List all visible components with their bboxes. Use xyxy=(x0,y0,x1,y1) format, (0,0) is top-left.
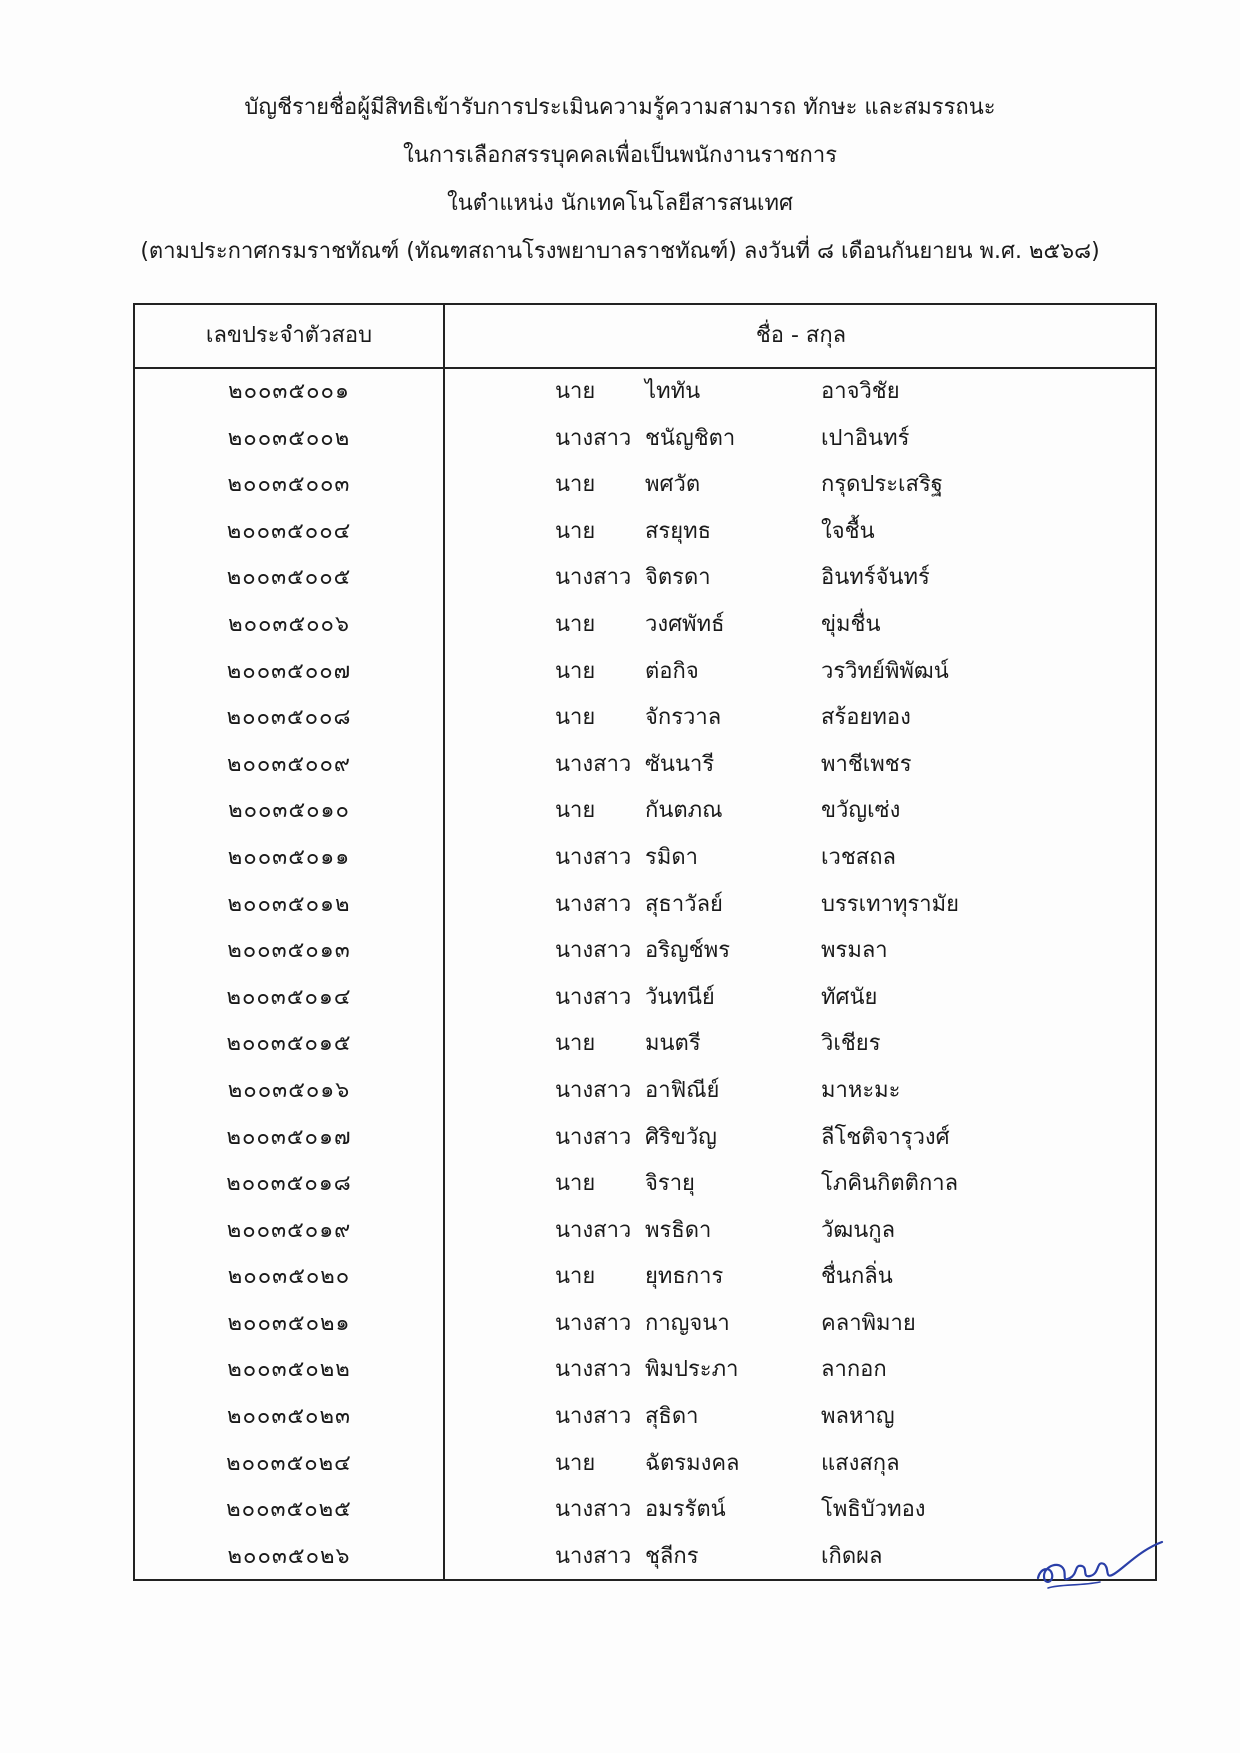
exam-id-cell: ๒๐๐๓๕๐๐๘ xyxy=(226,705,352,731)
title-cell: นาย xyxy=(555,1450,596,1476)
title-cell: นางสาว xyxy=(555,844,632,870)
first-name-cell: จิตรดา xyxy=(645,565,711,591)
first-name-cell: สุธิดา xyxy=(645,1404,699,1430)
exam-id-cell: ๒๐๐๓๕๐๑๐ xyxy=(228,798,350,824)
first-name-cell: อาฟิณีย์ xyxy=(645,1077,720,1103)
header-announcement: (ตามประกาศกรมราชทัณฑ์ (ทัณฑสถานโรงพยาบาลราชทัณฑ์) ลงวันที่ ๘ เดือนกันยายน พ.ศ. ๒๕๖๘) xyxy=(140,239,1100,264)
table-row xyxy=(135,695,1155,742)
exam-id-cell: ๒๐๐๓๕๐๑๓ xyxy=(227,938,351,964)
title-cell: นาย xyxy=(555,472,596,498)
first-name-cell: พิมประภา xyxy=(645,1357,739,1383)
last-name-cell: บรรเทาทุรามัย xyxy=(821,891,960,917)
first-name-cell: สุธาวัลย์ xyxy=(645,891,723,917)
title-cell: นางสาว xyxy=(555,938,632,964)
exam-id-cell: ๒๐๐๓๕๐๐๗ xyxy=(226,658,352,684)
exam-id-cell: ๒๐๐๓๕๐๐๑ xyxy=(228,379,350,404)
first-name-cell: จิรายุ xyxy=(645,1171,695,1197)
exam-id-cell: ๒๐๐๓๕๐๑๕ xyxy=(226,1031,352,1057)
last-name-cell: ลีโชติจารุวงศ์ xyxy=(821,1124,950,1150)
last-name-cell: สร้อยทอง xyxy=(821,705,911,731)
table-row xyxy=(135,509,1155,556)
last-name-cell: วิเชียร xyxy=(821,1031,881,1057)
first-name-cell: ชนัญชิตา xyxy=(645,425,736,451)
title-cell: นาย xyxy=(555,379,596,404)
last-name-cell: โภคินกิตติกาล xyxy=(821,1171,959,1197)
title-cell: นาย xyxy=(555,518,596,544)
exam-id-cell: ๒๐๐๓๕๐๐๙ xyxy=(226,751,351,777)
table-row xyxy=(135,928,1155,975)
table-row xyxy=(135,1161,1155,1208)
first-name-cell: กาญจนา xyxy=(645,1310,730,1336)
first-name-cell: วันทนีย์ xyxy=(645,984,715,1010)
title-cell: นาย xyxy=(555,1171,596,1197)
title-cell: นางสาว xyxy=(555,425,632,451)
exam-id-cell: ๒๐๐๓๕๐๑๘ xyxy=(226,1171,352,1197)
exam-id-cell: ๒๐๐๓๕๐๒๓ xyxy=(226,1404,351,1430)
first-name-cell: รมิดา xyxy=(645,844,698,870)
table-row xyxy=(135,1208,1155,1255)
exam-id-cell: ๒๐๐๓๕๐๒๒ xyxy=(227,1357,351,1383)
first-name-cell: สรยุทธ xyxy=(645,518,712,544)
last-name-cell: เวชสถล xyxy=(821,844,897,870)
last-name-cell: กรุดประเสริฐ xyxy=(821,472,943,498)
first-name-cell: พรธิดา xyxy=(645,1217,712,1243)
title-cell: นางสาว xyxy=(555,1543,632,1569)
title-cell: นาย xyxy=(555,798,596,824)
last-name-cell: ขวัญเซ่ง xyxy=(821,798,901,824)
title-cell: นางสาว xyxy=(555,1124,632,1150)
exam-id-cell: ๒๐๐๓๕๐๐๓ xyxy=(227,472,351,498)
table-row xyxy=(135,975,1155,1022)
table-row xyxy=(135,555,1155,602)
first-name-cell: อมรรัตน์ xyxy=(645,1497,726,1523)
table-row xyxy=(135,462,1155,509)
header-position: ในตำแหน่ง นักเทคโนโลยีสารสนเทศ xyxy=(446,191,794,216)
header-title: บัญชีรายชื่อผู้มีสิทธิเข้ารับการประเมินความรู้ความสามารถ ทักษะ และสมรรถนะ xyxy=(244,95,996,120)
table-row xyxy=(135,416,1155,463)
first-name-cell: พศวัต xyxy=(645,472,701,498)
document-header xyxy=(100,95,1140,265)
table-row xyxy=(135,1301,1155,1348)
first-name-cell: ศิริขวัญ xyxy=(645,1124,717,1150)
first-name-cell: ไททัน xyxy=(645,379,701,404)
title-cell: นาย xyxy=(555,1264,596,1290)
title-cell: นางสาว xyxy=(555,565,632,591)
table-row xyxy=(135,602,1155,649)
exam-id-cell: ๒๐๐๓๕๐๑๔ xyxy=(226,984,352,1010)
table-row xyxy=(135,1068,1155,1115)
table-row xyxy=(135,882,1155,929)
header-full-name: ชื่อ - สกุล xyxy=(755,323,847,348)
table-row xyxy=(135,1254,1155,1301)
title-cell: นางสาว xyxy=(555,1077,632,1103)
last-name-cell: ใจชื้น xyxy=(821,518,875,544)
first-name-cell: จักรวาล xyxy=(645,705,722,731)
exam-id-cell: ๒๐๐๓๕๐๑๗ xyxy=(226,1124,352,1150)
candidate-table xyxy=(133,303,1157,1581)
table-row xyxy=(135,1441,1155,1488)
last-name-cell: แสงสกุล xyxy=(821,1450,900,1476)
exam-id-cell: ๒๐๐๓๕๐๒๔ xyxy=(226,1450,352,1476)
exam-id-cell: ๒๐๐๓๕๐๒๕ xyxy=(226,1497,352,1523)
title-cell: นาย xyxy=(555,1031,596,1057)
last-name-cell: วัฒนกูล xyxy=(821,1217,896,1243)
last-name-cell: วรวิทย์พิพัฒน์ xyxy=(821,658,949,684)
first-name-cell: ฉัตรมงคล xyxy=(645,1450,740,1476)
table-row xyxy=(135,1347,1155,1394)
title-cell: นางสาว xyxy=(555,1497,632,1523)
first-name-cell: ชุลีกร xyxy=(645,1543,699,1569)
table-row xyxy=(135,1534,1155,1581)
table-row xyxy=(135,649,1155,696)
last-name-cell: โพธิบัวทอง xyxy=(821,1497,926,1523)
exam-id-cell: ๒๐๐๓๕๐๒๑ xyxy=(227,1310,351,1336)
table-row xyxy=(135,1394,1155,1441)
exam-id-cell: ๒๐๐๓๕๐๐๔ xyxy=(226,518,352,544)
table-row xyxy=(135,788,1155,835)
last-name-cell: คลาพิมาย xyxy=(821,1310,916,1336)
title-cell: นาย xyxy=(555,658,596,684)
table-row xyxy=(135,1487,1155,1534)
exam-id-cell: ๒๐๐๓๕๐๑๖ xyxy=(227,1077,351,1103)
first-name-cell: ยุทธการ xyxy=(645,1264,724,1290)
last-name-cell: เปาอินทร์ xyxy=(821,425,910,451)
title-cell: นาย xyxy=(555,611,596,637)
first-name-cell: มนตรี xyxy=(645,1031,701,1057)
table-row xyxy=(135,1115,1155,1162)
exam-id-cell: ๒๐๐๓๕๐๑๒ xyxy=(227,891,351,917)
exam-id-cell: ๒๐๐๓๕๐๑๙ xyxy=(226,1217,352,1243)
first-name-cell: วงศพัทธ์ xyxy=(645,611,725,637)
title-cell: นางสาว xyxy=(555,1217,632,1243)
exam-id-cell: ๒๐๐๓๕๐๐๖ xyxy=(228,611,350,637)
table-row xyxy=(135,835,1155,882)
last-name-cell: เกิดผล xyxy=(821,1543,883,1569)
last-name-cell: ลากอก xyxy=(821,1357,887,1383)
exam-id-cell: ๒๐๐๓๕๐๐๕ xyxy=(226,565,352,591)
last-name-cell: พรมลา xyxy=(821,938,888,964)
title-cell: นางสาว xyxy=(555,1310,632,1336)
last-name-cell: อาจวิชัย xyxy=(821,379,900,404)
exam-id-cell: ๒๐๐๓๕๐๑๑ xyxy=(227,844,351,870)
exam-id-cell: ๒๐๐๓๕๐๐๒ xyxy=(227,425,351,451)
last-name-cell: ขุ่มชื่น xyxy=(821,611,881,637)
exam-id-cell: ๒๐๐๓๕๐๒๖ xyxy=(227,1543,351,1569)
header-subtitle: ในการเลือกสรรบุคคลเพื่อเป็นพนักงานราชการ xyxy=(402,143,838,168)
handwritten-signature xyxy=(1030,1520,1170,1600)
last-name-cell: ทัศนัย xyxy=(821,984,878,1010)
last-name-cell: ชื่นกลิ่น xyxy=(821,1264,893,1290)
last-name-cell: พลหาญ xyxy=(821,1404,895,1430)
last-name-cell: อินทร์จันทร์ xyxy=(821,565,930,591)
first-name-cell: กันตภณ xyxy=(645,798,723,824)
last-name-cell: มาหะมะ xyxy=(821,1077,901,1103)
table-row xyxy=(135,742,1155,789)
table-body xyxy=(135,369,1155,1580)
table-row xyxy=(135,369,1155,416)
first-name-cell: ซันนารี xyxy=(645,751,715,777)
title-cell: นางสาว xyxy=(555,1357,632,1383)
table-row xyxy=(135,1021,1155,1068)
exam-id-cell: ๒๐๐๓๕๐๒๐ xyxy=(227,1264,351,1290)
title-cell: นางสาว xyxy=(555,1404,632,1430)
title-cell: นาย xyxy=(555,705,596,731)
first-name-cell: ต่อกิจ xyxy=(645,658,699,684)
first-name-cell: อริญช์พร xyxy=(645,938,731,964)
header-exam-id: เลขประจำตัวสอบ xyxy=(205,323,373,348)
table-header xyxy=(135,305,1155,369)
title-cell: นางสาว xyxy=(555,984,632,1010)
title-cell: นางสาว xyxy=(555,891,632,917)
last-name-cell: พาชีเพชร xyxy=(821,751,912,777)
title-cell: นางสาว xyxy=(555,751,632,777)
